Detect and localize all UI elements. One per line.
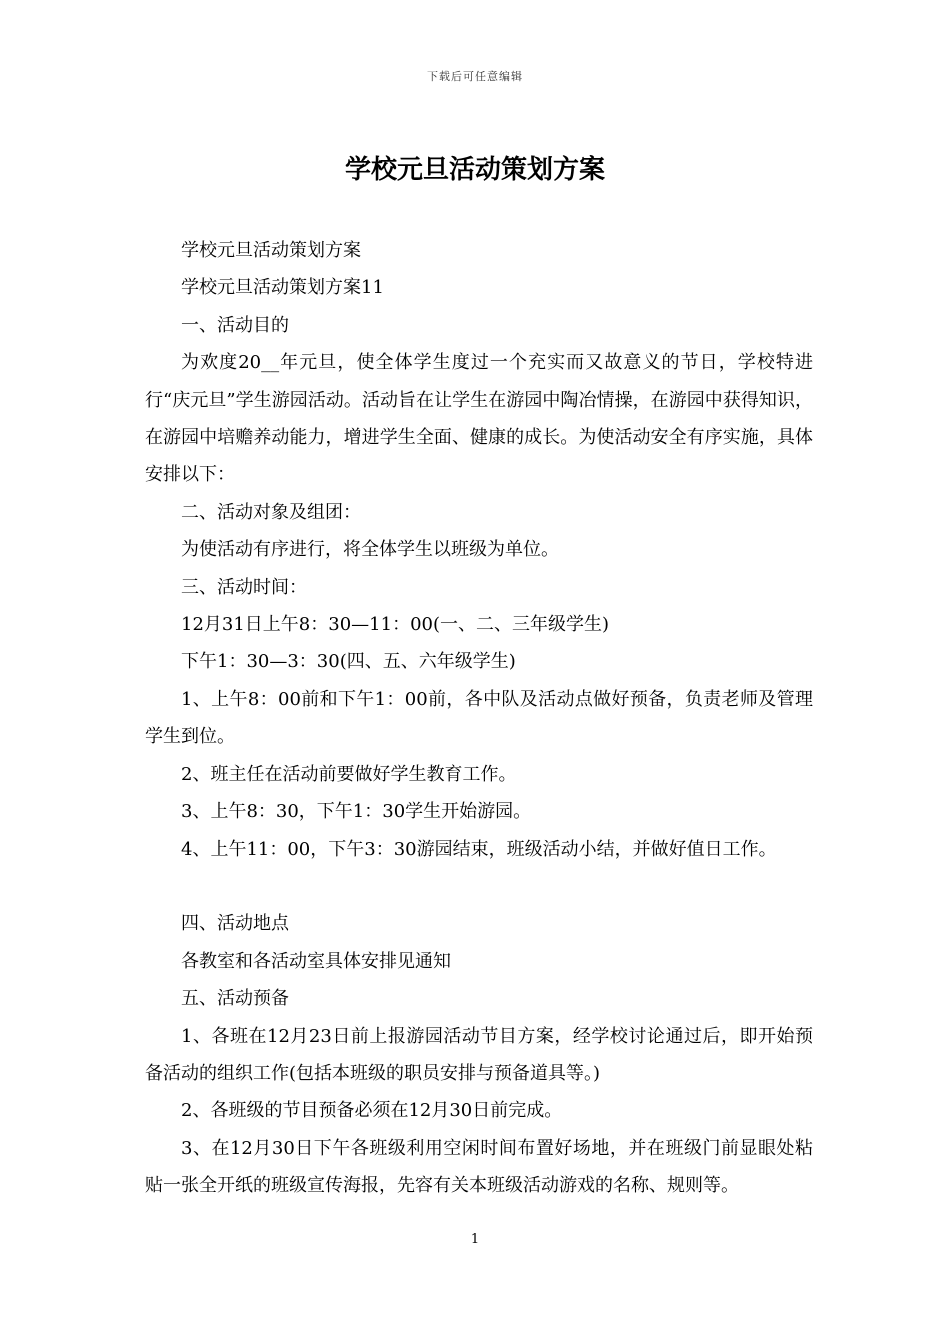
list-item: 1、上午8：00前和下午1：00前，各中队及活动点做好预备，负责老师及管理学生到位。	[145, 688, 813, 748]
section-heading: 二、活动对象及组团：	[181, 501, 361, 523]
paragraph: 学校元旦活动策划方案11	[181, 277, 384, 299]
list-item: 3、上午8：30，下午1：30学生开始游园。	[181, 801, 532, 823]
list-item: 2、班主任在活动前要做好学生教育工作。	[181, 763, 517, 785]
list-item: 2、各班级的节目预备必须在12月30日前完成。	[181, 1100, 563, 1122]
paragraph: 12月31日上午8：30—11：00(一、二、三年级学生)	[181, 614, 610, 636]
blank-line	[145, 868, 813, 905]
document-title: 学校元旦活动策划方案	[344, 155, 605, 185]
paragraph: 学校元旦活动策划方案	[181, 240, 361, 261]
page-header-note: 下载后可任意编辑	[427, 70, 523, 83]
list-item: 1、各班在12月23日前上报游园活动节目方案，经学校讨论通过后，即开始预备活动的组织工作(包括本班级的职员安排与预备道具等。)	[145, 1025, 813, 1084]
paragraph: 为使活动有序进行，将全体学生以班级为单位。	[181, 539, 559, 561]
page-number: 1	[470, 1232, 480, 1247]
paragraph: 各教室和各活动室具体安排见通知	[181, 950, 451, 972]
list-item: 4、上午11：00，下午3：30游园结束，班级活动小结，并做好值日工作。	[181, 838, 777, 860]
document-body	[145, 232, 813, 1205]
section-heading: 四、活动地点	[181, 913, 289, 935]
paragraph: 下午1：30—3：30(四、五、六年级学生)	[181, 651, 516, 673]
list-item: 3、在12月30日下午各班级利用空闲时间布置好场地，并在班级门前显眼处粘贴一张全开纸的班级宣传海报，先容有关本班级活动游戏的名称、规则等。	[145, 1137, 813, 1197]
section-heading: 五、活动预备	[181, 988, 289, 1010]
section-heading: 一、活动目的	[181, 314, 289, 336]
section-heading: 三、活动时间：	[181, 576, 307, 598]
paragraph: 为欢度20__年元旦，使全体学生度过一个充实而又故意义的节日，学校特进行“庆元旦”学生游园活动。活动旨在让学生在游园中陶冶情操，在游园中获得知识，在游园中培赡养动能力，增进学生全面、健康的成长。为使活动安全有序实施，具体安排以下：	[145, 352, 813, 486]
